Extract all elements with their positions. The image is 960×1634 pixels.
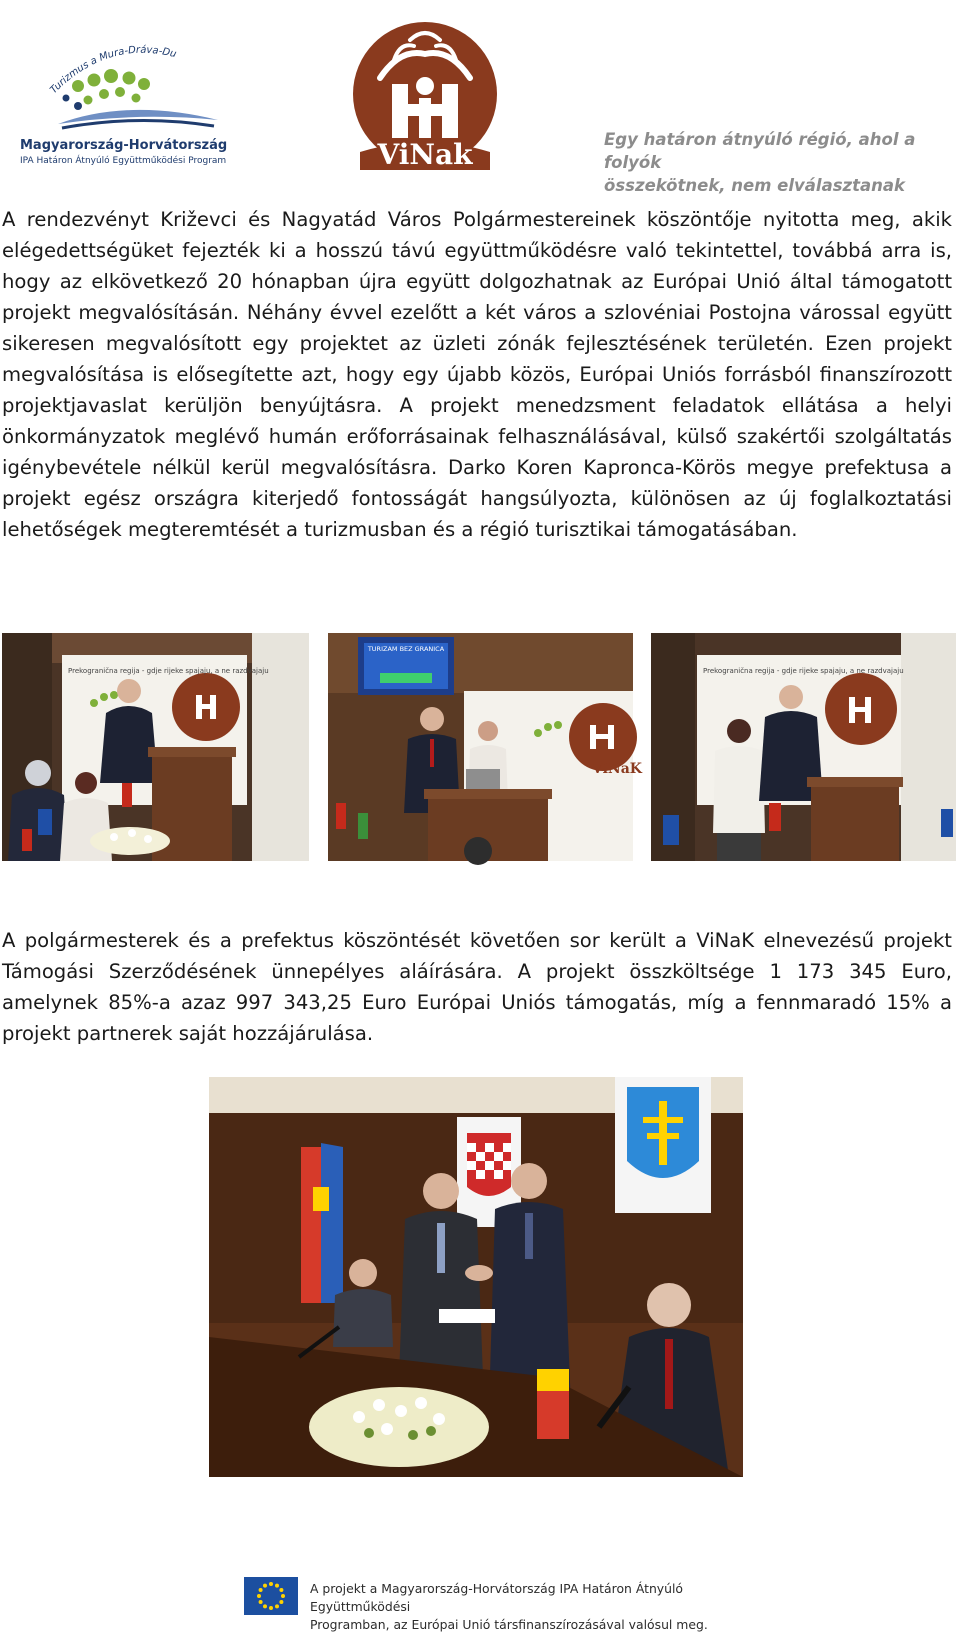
paragraph-opening: A rendezvényt Križevci és Nagyatád Város Polgármestereinek köszöntője nyitotta meg, akik elégedettségüket fejezték ki a hosszú távú együttműködésre való tekintettel, továbbá arra is, hogy az elkövetkező 20 hónapban újra együtt dolgozhatnak az Európai Unió által támogatott projekt megvalósításán. Néhány évvel ezelőtt a két város a szlovéniai Postojna várossal együtt sikeresen megvalósított egy projektet az üzleti zónák fejlesztésének területén. Ezen projekt megvalósítása is elősegítette azt, hogy egy újabb közös, Európai Uniós forrásból finanszírozott projektjavaslat kerüljön benyújtásra. A projekt menedzsment feladatok ellátása a helyi önkormányzatok meglévő humán erőforrásainak felhasználásával, külső szakértői szolgáltatás igénybevétele nélkül kerül megvalósításra. Darko Koren Kapronca-Körös megye prefektusa a projekt egész országra kiterjedő fontosságát hangsúlyozta, különösen az új foglalkoztatási lehetőségek megteremtését a turizmusban és a régió turisztikai támogatásában. (2, 208, 952, 541)
event-photo-2 (328, 633, 642, 861)
eu-flag-icon (244, 1577, 298, 1615)
programme-subtitle: IPA Határon Átnyúló Együttműködési Program (20, 156, 227, 166)
signing-photo (209, 1077, 743, 1477)
screen-title: TURIZAM BEZ GRANICA (367, 645, 445, 653)
footer-line-2: Programban, az Európai Unió társfinanszírozásával valósul meg. (310, 1617, 708, 1632)
tagline-line-2: összekötnek, nem elválasztanak (604, 176, 906, 195)
event-photo-3 (651, 633, 956, 861)
banner-text-2: Prekogranična regija - gdje rijeke spajaju, a ne razdvajaju (703, 667, 904, 675)
programme-title: Magyarország-Horvátország (20, 138, 228, 153)
vinak-logo (340, 20, 510, 172)
banner-text-1: Prekogranična regija - gdje rijeke spajaju, a ne razdvajaju (68, 667, 269, 675)
vinak-logo-text: ViNak (377, 138, 473, 171)
tagline-line-1: Egy határon átnyúló régió, ahol a folyók (604, 130, 916, 172)
logo-arc-text: Turizmus a Mura-Dráva-Du (48, 44, 178, 97)
paragraph-signing: A polgármesterek és a prefektus köszöntését követően sor került a ViNaK elnevezésű projekt Támogási Szerződésének ünnepélyes aláírására. A projekt összköltsége 1 173 345 Euro, amelynek 85%-a azaz 997 343,25 Euro Európai Uniós támogatás, míg a fennmaradó 15% a projekt partnerek saját hozzájárulása. (2, 929, 952, 1045)
event-photo-1 (2, 633, 309, 861)
footer-text (310, 1580, 760, 1634)
banner-brand: ViNaK (592, 761, 642, 777)
header-tagline (604, 128, 954, 197)
svg-text:Turizmus a Mura-Dráva-Duna men (18, 28, 177, 96)
footer-line-1: A projekt a Magyarország-Horvátország IPA Határon Átnyúló Együttműködési (310, 1581, 684, 1614)
programme-logo-graphic (18, 28, 238, 138)
programme-logo (18, 28, 238, 173)
vinak-logo-graphic (340, 20, 510, 172)
